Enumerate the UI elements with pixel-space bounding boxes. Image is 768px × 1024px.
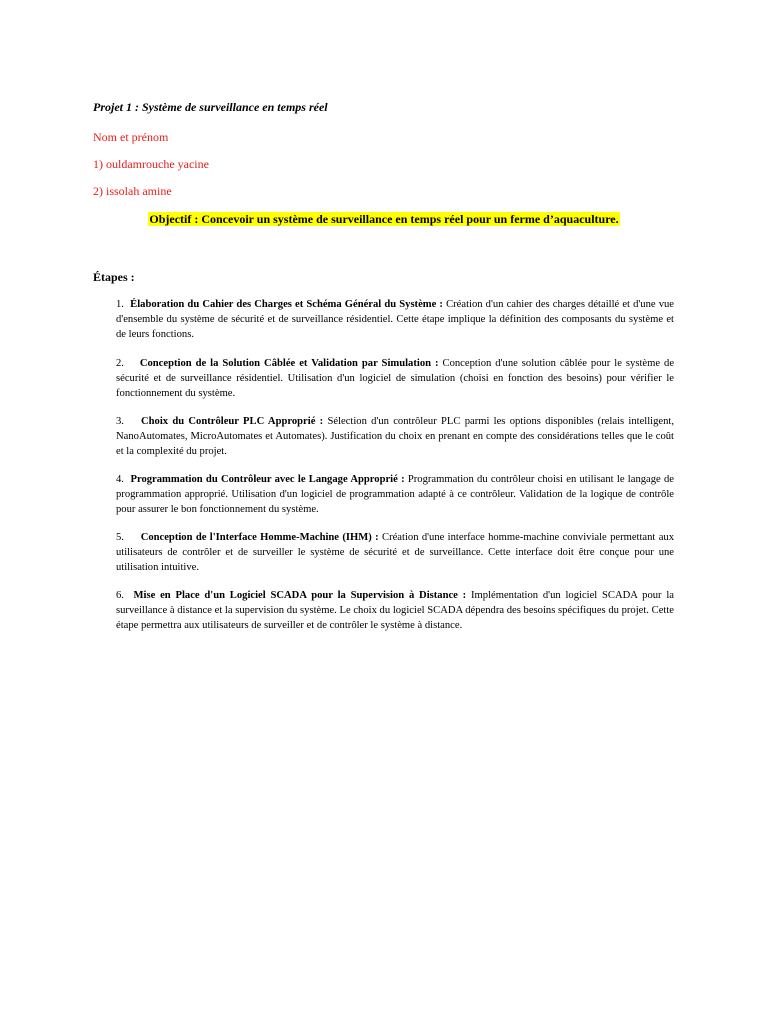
step-number: 3. [116,416,124,427]
step-number: 4. [116,474,124,485]
step-body: Implémentation d'un logiciel SCADA pour la surveillance à distance et la supervision du système. Le choix du logiciel SCADA dépendra des besoins spécifiques du projet. Cette étape permettra aux utilisateurs de surveiller et de contrôler le système à distance. [116,590,675,631]
step-heading: Conception de l'Interface Homme-Machine (IHM) : [140,532,379,543]
step-heading: Élaboration du Cahier des Charges et Schéma Général du Système : [130,299,443,310]
step-number: 5. [116,532,124,543]
step-body: Sélection d'un contrôleur PLC parmi les options disponibles (relais intelligent, NanoAutomates, MicroAutomates et Automates). Justification du choix en prenant en compte des considérations telles que le coût et la complexité du projet. [116,416,675,457]
objective-highlight: Objectif : Concevoir un système de surveillance en temps réel pour un ferme d’aquaculture. [149,212,619,226]
student-2: 2) issolah amine [93,184,172,198]
step-number: 6. [116,590,124,601]
step-number: 1. [116,299,124,310]
step-body: Conception d'une solution câblée pour le système de sécurité et de surveillance résidentiel. Utilisation d'un logiciel de simulation (choisi en fonction des besoins) pour vérifier le fonctionnement du système. [116,358,675,399]
document-title: Projet 1 : Système de surveillance en temps réel [93,100,328,114]
step-heading: Programmation du Contrôleur avec le Langage Approprié : [130,474,405,485]
step-6 [116,588,674,633]
step-heading: Conception de la Solution Câblée et Validation par Simulation : [139,358,439,369]
step-1 [116,297,674,342]
step-4 [116,472,674,517]
step-body: Création d'un cahier des charges détaillé et d'une vue d'ensemble du système de sécurité et de surveillance résidentiel. Cette étape implique la définition des composants du système et de leurs fonctions. [116,299,674,340]
step-5 [116,530,674,575]
step-3 [116,414,674,459]
step-heading: Choix du Contrôleur PLC Approprié : [141,416,324,427]
objective-line [0,210,768,228]
step-body: Création d'une interface homme-machine conviviale permettant aux utilisateurs de contrôler et de surveiller le système de sécurité et de surveillance. Cette interface doit être conçue pour une utilisation intuitive. [116,532,675,573]
step-body: Programmation du contrôleur choisi en utilisant le langage de programmation approprié. Utilisation d'un logiciel de programmation adapté à ce contrôleur. Validation de la logique de contrôle pour assurer le bon fonctionnement du système. [116,474,674,515]
step-2 [116,356,674,401]
steps-heading: Étapes : [93,270,135,284]
names-label: Nom et prénom [93,130,169,144]
student-1: 1) ouldamrouche yacine [93,157,209,171]
step-number: 2. [116,358,124,369]
step-heading: Mise en Place d'un Logiciel SCADA pour la Supervision à Distance : [133,590,467,601]
